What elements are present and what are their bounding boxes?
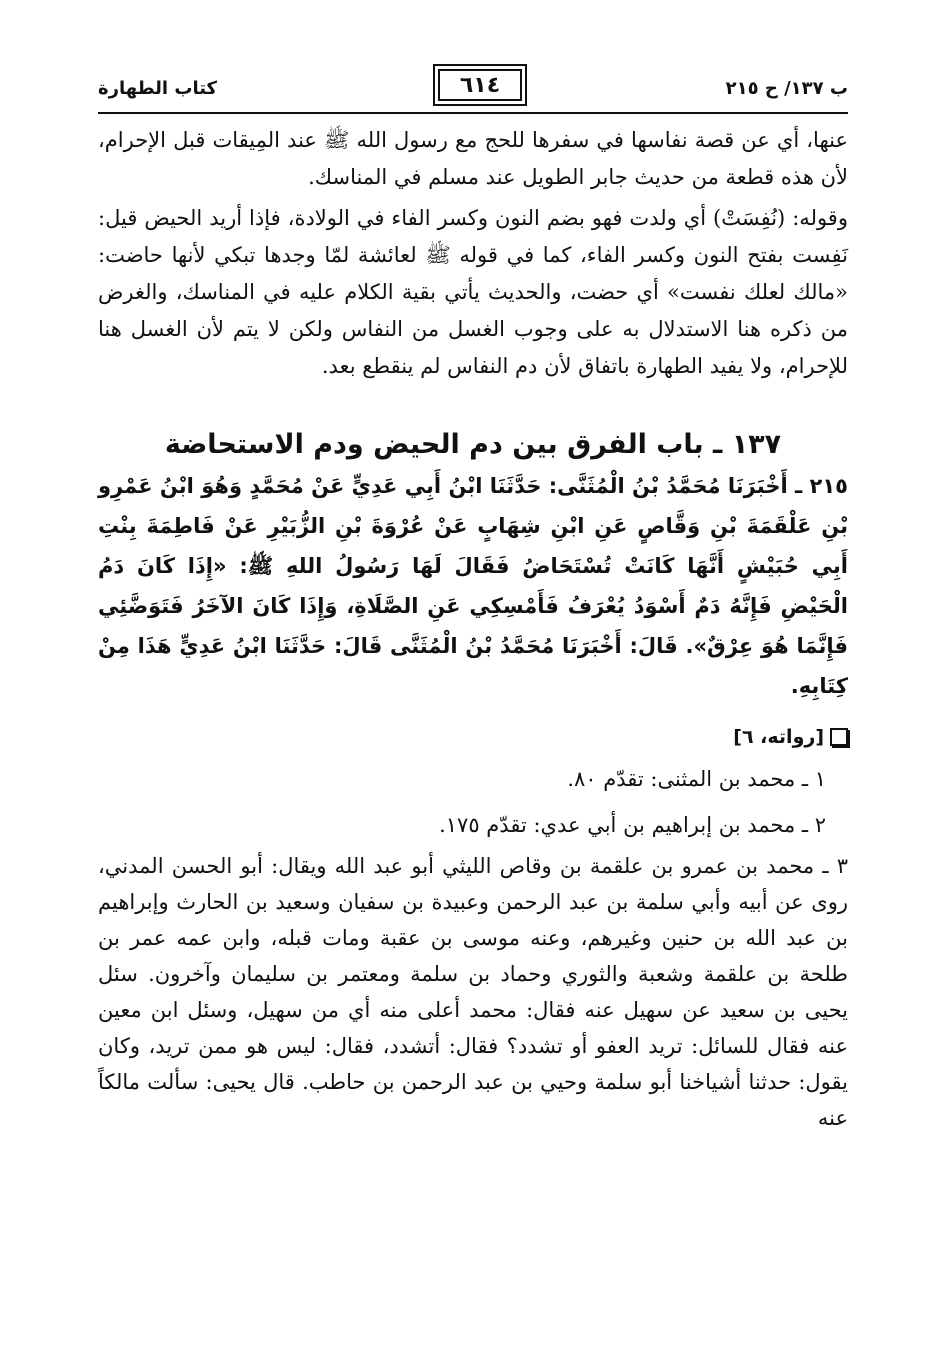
commentary-paragraph-2: وقوله: (نُفِسَتْ) أي ولدت فهو بضم النون وكسر الفاء في الولادة، فإذا أريد الحيض قيل: نَفِست بفتح النون وكسر الفاء، كما في قوله ﷺ لعائشة لمّا وجدها تبكي لأنها حاضت: «مالك لعلك نفست» أي حضت، والحديث يأتي بقية الكلام عليه في المناسك، والغرض من ذكره هنا الاستدلال به على وجوب الغسل من النفاس ولكن لا يتم لأن الغسل هنا للإحرام، ولا يفيد الطهارة باتفاق لأن دم النفاس لم ينقطع بعد. [98,206,848,378]
chapter-title: ١٣٧ ـ باب الفرق بين دم الحيض ودم الاستحاضة [164,429,782,460]
book-page [98,60,848,1136]
narrator-item-2: ٢ ـ محمد بن إبراهيم بن أبي عدي: تقدّم ١٧٥. [439,813,826,837]
page-number: ٦١٤ [459,72,501,98]
page-header [98,60,848,114]
page-number-frame [433,64,527,106]
square-bullet-icon [830,728,848,746]
narrator-item-3: ٣ ـ محمد بن عمرو بن علقمة بن وقاص الليثي أبو عبد الله ويقال: أبو الحسن المدني، روى عن أبيه وأبي سلمة بن عبد الرحمن وعبيدة بن سفيان وسعيد بن الحارث وإبراهيم بن عبد الله بن حنين وغيرهم، وعنه موسى بن عقبة ومات قبله، وابن عمه عمر بن طلحة بن علقمة وشعبة والثوري وحماد بن سلمة ومعتمر بن سليمان وآخرون. سئل يحيى بن سعيد عن سهيل عنه فقال: محمد أعلى منه أي من سهيل، وسئل ابن معين عنه فقال للسائل: تريد العفو أو تشدد؟ فقال: أتشدد، فقال: ليس هو ممن تريد، وكان يقول: حدثنا أشياخنا أبو سلمة وحيي بن عبد الرحمن بن حاطب. قال يحيى: سألت مالكاً عنه [98,854,848,1130]
narrator-item-1: ١ ـ محمد بن المثنى: تقدّم ٨٠. [567,767,826,791]
hadith-text: ٢١٥ ـ أَخْبَرَنَا مُحَمَّدُ بْنُ الْمُثَنَّى: حَدَّثَنَا ابْنُ أَبِي عَدِيٍّ عَنْ مُحَمَّدٍ وَهُوَ ابْنُ عَمْرِو بْنِ عَلْقَمَةَ بْنِ وَقَّاصٍ عَنِ ابْنِ شِهَابٍ عَنْ عُرْوَةَ بْنِ الزُّبَيْرِ عَنْ فَاطِمَةَ بِنْتِ أَبِي حُبَيْشٍ أَنَّهَا كَانَتْ تُسْتَحَاضُ فَقَالَ لَهَا رَسُولُ اللهِ ﷺ: «إِذَا كَانَ دَمُ الْحَيْضِ فَإِنَّهُ دَمٌ أَسْوَدُ يُعْرَفُ فَأَمْسِكِي عَنِ الصَّلَاةِ، وَإِذَا كَانَ الآخَرُ فَتَوَضَّئِي فَإِنَّمَا هُوَ عِرْقٌ». قَالَ: أَخْبَرَنَا مُحَمَّدُ بْنُ الْمُثَنَّى قَالَ: حَدَّثَنَا ابْنُ عَدِيٍّ هَذَا مِنْ كِتَابِهِ. [98,474,848,698]
narrators-heading-label: [رواته، ٦] [733,726,824,748]
chapter-hadith-reference: ب ١٣٧/ ح ٢١٥ [725,78,848,99]
narrators-heading [98,726,848,748]
commentary-paragraph-1: عنها، أي عن قصة نفاسها في سفرها للحج مع رسول الله ﷺ عند المِيقات قبل الإحرام، لأن هذه قطعة من حديث جابر الطويل عند مسلم في المناسك. [98,128,848,189]
book-title: كتاب الطهارة [98,78,218,99]
